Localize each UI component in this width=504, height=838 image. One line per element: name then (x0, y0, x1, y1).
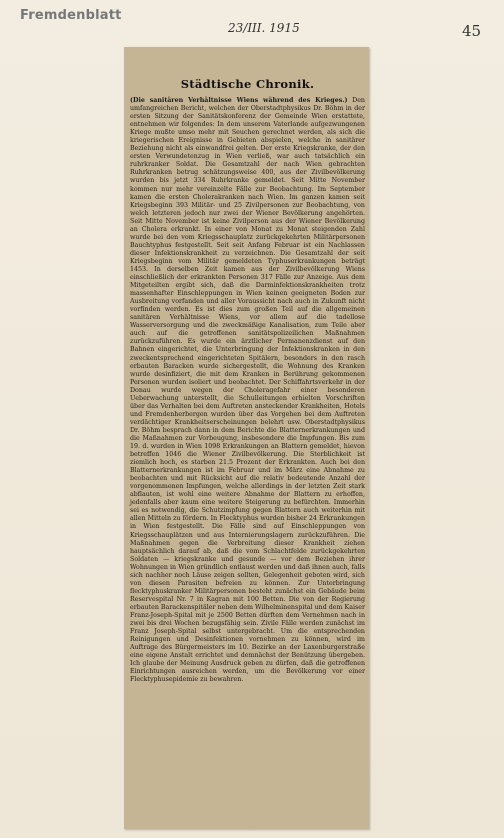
newspaper-name-stamp: Fremdenblatt (20, 8, 122, 23)
page-number: 45 (462, 22, 482, 40)
article-body: Den umfangreichen Bericht, welchen der Oberstadtphysikus Dr. Böhm in der ersten Sitzung der Sanitätskonferenz der Gemeinde Wien erstattete, entnehmen wir folgendes: In dem unserem Vaterlande aufgezwungenen Kriege mußte umso mehr mit Seuchen gerechnet werden, als sich die kriegerischen Ereignisse in Gebieten abspielen, welche in sanitärer Beziehung nicht als einwandfrei gelten. Der erste Kriegskranke, der den ersten Verwundetenzug in Wien verließ, war auch tatsächlich ein ruhrkranker Soldat. Die Gesamtzahl der nach Wien gebrachten Ruhrkranken betrug schätzungsweise 400, aus der Zivilbevölkerung wurden bis jetzt 334 Ruhrkranke gemeldet. Seit Mitte November kommen nur mehr vereinzelte Fälle zur Beobachtung. Im September kamen die ersten Cholerakranken nach Wien. Im ganzen kamen seit Kriegsbeginn 393 Militär- und 25 Zivilpersonen zur Beobachtung, von welch letzteren jedoch nur zwei der Wiener Bevölkerung angehörten. Seit Mitte November ist keine Zivilperson aus der Wiener Bevölkerung an Cholera erkrankt. In einer von Monat zu Monat steigenden Zahl wurde bei den vom Kriegsschauplatz zurückgekehrten Militärpersonen Bauchtyphus festgestellt. Seit seit Anfang Februar ist ein Nachlassen dieser Infektionskrankheit zu verzeichnen. Die Gesamtzahl der seit Kriegsbeginn vom Militär gemeldeten Typhuserkrankungen beträgt 1453. In derselben Zeit kamen aus der Zivilbevölkerung Wiens einschließlich der erkrankten Personen 317 Fälle zur Anzeige. Aus dem Mitgeteilten ergibt sich, daß die Darminfektionskrankheiten trotz massenhafter Einschleppungen in Wien keinen geeigneten Boden zur Ausbreitung vorfanden und aller Voraussicht nach auch in Zukunft nicht vorfinden werden. Es ist dies zum großen Teil auf die allgemeinen sanitären Verhältnisse Wiens, vor allem auf die tadellose Wasserversorgung und die zweckmäßige Kanalisation, zum Teile aber auch auf die getroffenen sanitätspolizeilichen Maßnahmen zurückzuführen. Es wurde ein ärztlicher Permanenzdienst auf den Bahnen eingerichtet, die Unterbringung der Infektionskranken in den zweckentsprechend eingerichteten Spitälern, besonders in den rasch erbauten Baracken wurde sichergestellt, die Wohnung des Kranken wurde desinfiziert, die mit dem Kranken in Berührung gekommenen Personen wurden isoliert und beobachtet. Der Schiffahrtsverkehr in der Donau wurde wegen der Choleragefahr einer besonderen Ueberwachung unterstellt, die Schulleitungen erhielten Vorschriften über das Verhalten bei dem Auftreten ansteckender Krankheiten, Hotels und Fremdenherbergen wurden über das Vorgehen bei dem Auftreten verdächtiger Krankheitserscheinungen belehrt usw. Oberstadtphysikus Dr. Böhm besprach dann in dem Berichte die Blatternerkrankungen und die Maßnahmen zur Vorbeugung, insbesondere die Impfungen. Bis zum 19. d. wurden in Wien 1098 Erkrankungen an Blattern gemeldet, hievon betreffen 1046 die Wiener Zivilbevölkerung. Die Sterblichkeit ist ziemlich hoch, es starben 21.5 Prozent der Erkrankten. Auch bei den Blatternerkrankungen ist im Februar und im März eine Abnahme zu beobachten und mit Rücksicht auf die relativ bedeutende Anzahl der vorgenommenen Impfungen, welche allerdings in der letzten Zeit stark abflauten, ist wohl eine weitere Abnahme der Blattern zu erhoffen, jedenfalls aber kaum eine weitere Steigerung zu befürchten. Immerhin sei es notwendig, die Schutzimpfung gegen Blattern auch weiterhin mit allen Mitteln zu fördern. In Flecktyphus wurden bisher 24 Erkrankungen in Wien festgestellt. Die Fälle sind auf Einschleppungen von Kriegsschauplätzen und aus Internierungslagern zurückzuführen. Die Maßnahmen gegen die Verbreitung dieser Krankheit ziehen hauptsächlich darauf ab, daß die vom Schlachtfelde zurückgekehrten Soldaten — kriegskranke und gesunde — vor dem Beziehen ihrer Wohnungen in Wien gründlich entlaust werden und daß ihnen auch, falls sich nachher noch Läuse zeigen sollten, Gelegenheit geboten wird, sich von diesen Parasiten befreien zu können. Zur Unterbringung flecktyphuskranker Militärpersonen besteht zunächst ein Gebäude beim Reservespital Nr. 7 in Kagran mit 100 Betten. Die von der Regierung erbauten Barackenspitäler neben dem Wilhelminenspital und dem Kaiser Franz-Joseph-Spital mit je 2500 Betten dürften dem Vernehmen nach in zwei bis drei Wochen bezugsfähig sein. Zivile Fälle werden zunächst im Franz Joseph-Spital selbst untergebracht. Um die entsprechenden Reinigungen und Desinfektionen vornehmen zu können, wird im Auftrage des Bürgermeisters im 10. Bezirke an der Laxenburgerstraße eine eigene Anstalt errichtet und demnächst der Benützung übergeben. Ich glaube der Meinung Ausdruck geben zu dürfen, daß die getroffenen Einrichtungen ausreichen werden, um die Bevölkerung vor einer Flecktyphusepidemie zu bewahren. (130, 97, 365, 684)
handwritten-date: 23/III. 1915 (228, 21, 300, 35)
article-subhead: (Die sanitären Verhältnisse Wiens während des Krieges.) (130, 97, 348, 104)
newspaper-clipping (124, 47, 369, 829)
article-text (130, 97, 365, 684)
article-title: Städtische Chronik. (180, 77, 315, 91)
